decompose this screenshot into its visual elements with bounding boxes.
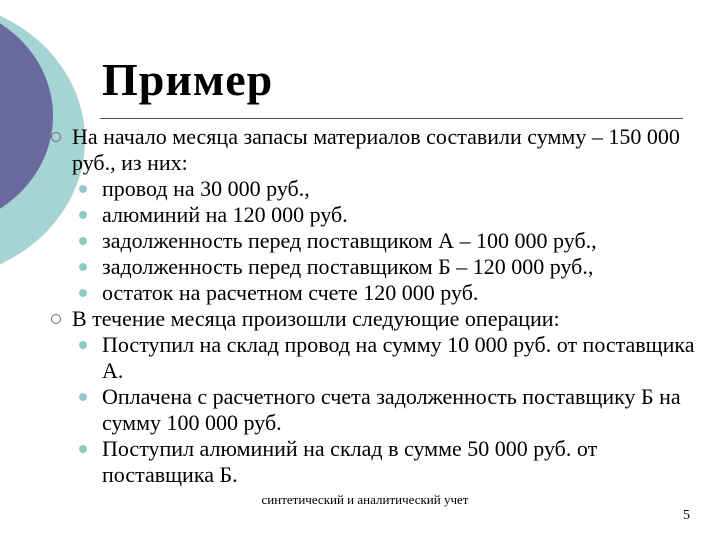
list-item bbox=[48, 254, 708, 280]
list-item bbox=[48, 332, 708, 384]
list-item-text: Поступил алюминий на склад в сумме 50 000 руб. от поставщика Б. bbox=[102, 436, 598, 487]
ring-bullet-icon bbox=[51, 314, 61, 324]
list-item bbox=[48, 436, 708, 488]
slide-footer: синтетический и аналитический учет bbox=[261, 492, 469, 507]
list-item bbox=[48, 176, 708, 202]
dot-bullet-icon bbox=[79, 237, 87, 245]
dot-bullet-icon bbox=[79, 185, 87, 193]
list-item bbox=[48, 384, 708, 436]
list-item-text: В течение месяца произошли следующие операции: bbox=[72, 306, 560, 331]
dot-bullet-icon bbox=[79, 211, 87, 219]
list-item-text: задолженность перед поставщиком Б – 120 000 руб., bbox=[102, 254, 594, 279]
list-item-text: Поступил на склад провод на сумму 10 000 руб. от поставщика А. bbox=[102, 332, 695, 383]
list-item-text: На начало месяца запасы материалов составили сумму – 150 000 руб., из них: bbox=[72, 124, 680, 175]
list-item-text: провод на 30 000 руб., bbox=[102, 176, 310, 201]
ring-bullet-icon bbox=[51, 132, 61, 142]
dot-bullet-icon bbox=[79, 393, 87, 401]
list-item bbox=[48, 228, 708, 254]
list-item-text: остаток на расчетном счете 120 000 руб. bbox=[102, 280, 479, 305]
list-item-text: алюминий на 120 000 руб. bbox=[102, 202, 348, 227]
bullet-list bbox=[48, 124, 708, 488]
list-item bbox=[48, 280, 708, 306]
slide-title: Пример bbox=[102, 54, 274, 105]
dot-bullet-icon bbox=[79, 341, 87, 349]
dot-bullet-icon bbox=[79, 289, 87, 297]
list-item-text: Оплачена с расчетного счета задолженность поставщику Б на сумму 100 000 руб. bbox=[102, 384, 681, 435]
dot-bullet-icon bbox=[79, 445, 87, 453]
list-item bbox=[48, 306, 708, 332]
list-item bbox=[48, 202, 708, 228]
page-number: 5 bbox=[683, 508, 690, 523]
dot-bullet-icon bbox=[79, 263, 87, 271]
list-item-text: задолженность перед поставщиком А – 100 000 руб., bbox=[102, 228, 597, 253]
list-item bbox=[48, 124, 708, 176]
title-underline bbox=[100, 118, 683, 119]
